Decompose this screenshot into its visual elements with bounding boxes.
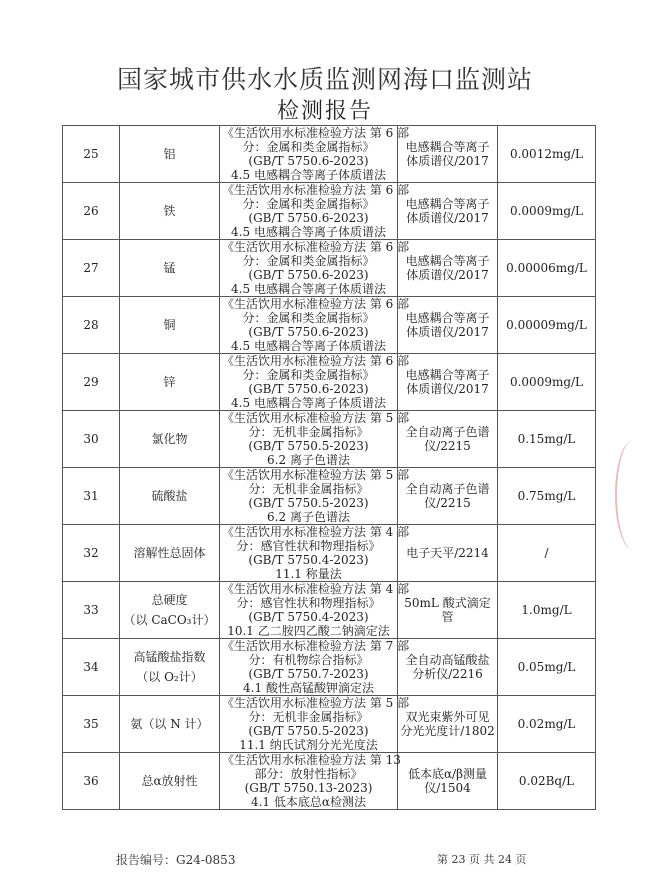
- row-number: 30: [63, 411, 120, 468]
- test-item: 高锰酸盐指数 （以 O₂计）: [120, 639, 220, 696]
- detection-limit: 0.00009mg/L: [498, 297, 596, 354]
- row-number: 28: [63, 297, 120, 354]
- row-number: 27: [63, 240, 120, 297]
- row-number: 34: [63, 639, 120, 696]
- instrument: 低本底α/β测量仪/1504: [398, 753, 498, 810]
- method-line: 《生活饮用水标准检验方法 第 6 部: [222, 297, 410, 311]
- detection-limit: 0.75mg/L: [498, 468, 596, 525]
- method-line: (GB/T 5750.5-2023): [248, 439, 369, 453]
- method-line: (GB/T 5750.6-2023): [248, 154, 369, 168]
- method-line: 分：无机非金属指标》: [248, 425, 369, 439]
- method-line: 6.2 离子色谱法: [267, 453, 350, 467]
- method-line: 4.5 电感耦合等离子体质谱法: [231, 396, 386, 410]
- instrument: 全自动高锰酸盐分析仪/2216: [398, 639, 498, 696]
- method-line: 分：金属和类金属指标》: [242, 197, 375, 211]
- test-method: [220, 525, 410, 582]
- test-item: 铝: [120, 126, 220, 183]
- method-line: 《生活饮用水标准检验方法 第 5 部: [222, 468, 410, 482]
- page-number: 第 23 页 共 24 页: [437, 853, 527, 866]
- test-method: [220, 753, 401, 810]
- detection-limit: 0.05mg/L: [498, 639, 596, 696]
- method-line: 6.2 离子色谱法: [267, 510, 350, 524]
- detection-limit: 0.02Bq/L: [498, 753, 596, 810]
- method-line: (GB/T 5750.4-2023): [248, 553, 369, 567]
- row-number: 32: [63, 525, 120, 582]
- method-line: 《生活饮用水标准检验方法 第 5 部: [222, 411, 410, 425]
- method-line: 《生活饮用水标准检验方法 第 4 部: [222, 525, 410, 539]
- method-line: 《生活饮用水标准检验方法 第 7 部: [222, 639, 410, 653]
- method-line: 4.5 电感耦合等离子体质谱法: [231, 339, 386, 353]
- method-line: (GB/T 5750.5-2023): [248, 496, 369, 510]
- test-item: 总α放射性: [120, 753, 220, 810]
- test-item: 铜: [120, 297, 220, 354]
- row-number: 25: [63, 126, 120, 183]
- table-row: [63, 240, 596, 297]
- detection-limit: 1.0mg/L: [498, 582, 596, 639]
- row-number: 31: [63, 468, 120, 525]
- test-method: [220, 297, 410, 354]
- method-line: 10.1 乙二胺四乙酸二钠滴定法: [227, 624, 390, 638]
- test-method: [220, 696, 410, 753]
- table-row: [63, 582, 596, 639]
- test-method: [220, 240, 410, 297]
- row-number: 35: [63, 696, 120, 753]
- method-line: 分：有机物综合指标》: [248, 653, 369, 667]
- method-line: 《生活饮用水标准检验方法 第 6 部: [222, 240, 410, 254]
- org-title: 国家城市供水水质监测网海口监测站: [116, 65, 533, 94]
- instrument: 全自动离子色谱仪/2215: [398, 468, 498, 525]
- table-row: [63, 639, 596, 696]
- method-line: 《生活饮用水标准检验方法 第 6 部: [222, 183, 410, 197]
- test-method: [220, 582, 410, 639]
- test-method: [220, 468, 410, 525]
- test-item: 氨（以 N 计）: [120, 696, 220, 753]
- detection-limit: 0.02mg/L: [498, 696, 596, 753]
- method-line: 部分：放射性指标》: [254, 767, 363, 781]
- method-line: 《生活饮用水标准检验方法 第 6 部: [222, 126, 410, 140]
- method-line: 分：金属和类金属指标》: [242, 311, 375, 325]
- table-row: [63, 753, 596, 810]
- seal-stamp-edge: [615, 440, 650, 550]
- table-row: [63, 354, 596, 411]
- method-line: 《生活饮用水标准检验方法 第 5 部: [222, 696, 410, 710]
- detection-limit: /: [498, 525, 596, 582]
- method-line: 4.5 电感耦合等离子体质谱法: [231, 282, 386, 296]
- instrument: 全自动离子色谱仪/2215: [398, 411, 498, 468]
- instrument: 电感耦合等离子体质谱仪/2017: [398, 240, 498, 297]
- instrument: 50mL 酸式滴定管: [398, 582, 498, 639]
- detection-limit: 0.00006mg/L: [498, 240, 596, 297]
- table-row: [63, 297, 596, 354]
- method-line: (GB/T 5750.6-2023): [248, 382, 369, 396]
- results-table: [62, 125, 596, 810]
- method-line: 11.1 称量法: [275, 567, 342, 581]
- method-line: (GB/T 5750.5-2023): [248, 724, 369, 738]
- row-number: 36: [63, 753, 120, 810]
- method-line: 11.1 纳氏试剂分光光度法: [239, 738, 378, 752]
- method-line: (GB/T 5750.13-2023): [244, 781, 373, 795]
- row-number: 29: [63, 354, 120, 411]
- table-row: [63, 183, 596, 240]
- method-line: 《生活饮用水标准检验方法 第 13: [222, 753, 401, 767]
- method-line: (GB/T 5750.6-2023): [248, 211, 369, 225]
- method-line: (GB/T 5750.7-2023): [248, 667, 369, 681]
- test-method: [220, 411, 410, 468]
- method-line: 分：感官性状和物理指标》: [236, 539, 381, 553]
- method-line: 分：无机非金属指标》: [248, 710, 369, 724]
- test-method: [220, 639, 410, 696]
- test-item: 硫酸盐: [120, 468, 220, 525]
- report-number: 报告编号：G24-0853: [116, 853, 236, 867]
- detection-limit: 0.0009mg/L: [498, 183, 596, 240]
- table-row: [63, 468, 596, 525]
- test-item: 总硬度 （以 CaCO₃计）: [120, 582, 220, 639]
- instrument: 电感耦合等离子体质谱仪/2017: [398, 126, 498, 183]
- detection-limit: 0.0009mg/L: [498, 354, 596, 411]
- method-line: (GB/T 5750.6-2023): [248, 325, 369, 339]
- table-row: [63, 696, 596, 753]
- method-line: 分：金属和类金属指标》: [242, 254, 375, 268]
- table-row: [63, 525, 596, 582]
- test-item: 溶解性总固体: [120, 525, 220, 582]
- row-number: 26: [63, 183, 120, 240]
- method-line: 分：感官性状和物理指标》: [236, 596, 381, 610]
- test-method: [220, 183, 410, 240]
- method-line: 《生活饮用水标准检验方法 第 6 部: [222, 354, 410, 368]
- method-line: 分：金属和类金属指标》: [242, 368, 375, 382]
- test-method: [220, 126, 410, 183]
- method-line: 分：无机非金属指标》: [248, 482, 369, 496]
- detection-limit: 0.0012mg/L: [498, 126, 596, 183]
- method-line: 4.1 低本底总α检测法: [250, 795, 366, 809]
- test-item: 氯化物: [120, 411, 220, 468]
- test-method: [220, 354, 410, 411]
- method-line: 4.1 酸性高锰酸钾滴定法: [243, 681, 374, 695]
- table-row: [63, 411, 596, 468]
- instrument: 电子天平/2214: [398, 525, 498, 582]
- table-row: [63, 126, 596, 183]
- test-item: 铁: [120, 183, 220, 240]
- method-line: (GB/T 5750.4-2023): [248, 610, 369, 624]
- instrument: 电感耦合等离子体质谱仪/2017: [398, 183, 498, 240]
- row-number: 33: [63, 582, 120, 639]
- method-line: 《生活饮用水标准检验方法 第 4 部: [222, 582, 410, 596]
- test-item: 锌: [120, 354, 220, 411]
- instrument: 双光束紫外可见分光光度计/1802: [398, 696, 498, 753]
- method-line: 分：金属和类金属指标》: [242, 140, 375, 154]
- detection-limit: 0.15mg/L: [498, 411, 596, 468]
- instrument: 电感耦合等离子体质谱仪/2017: [398, 354, 498, 411]
- test-item: 锰: [120, 240, 220, 297]
- instrument: 电感耦合等离子体质谱仪/2017: [398, 297, 498, 354]
- method-line: 4.5 电感耦合等离子体质谱法: [231, 225, 386, 239]
- method-line: (GB/T 5750.6-2023): [248, 268, 369, 282]
- report-title: 检测报告: [276, 99, 373, 124]
- method-line: 4.5 电感耦合等离子体质谱法: [231, 168, 386, 182]
